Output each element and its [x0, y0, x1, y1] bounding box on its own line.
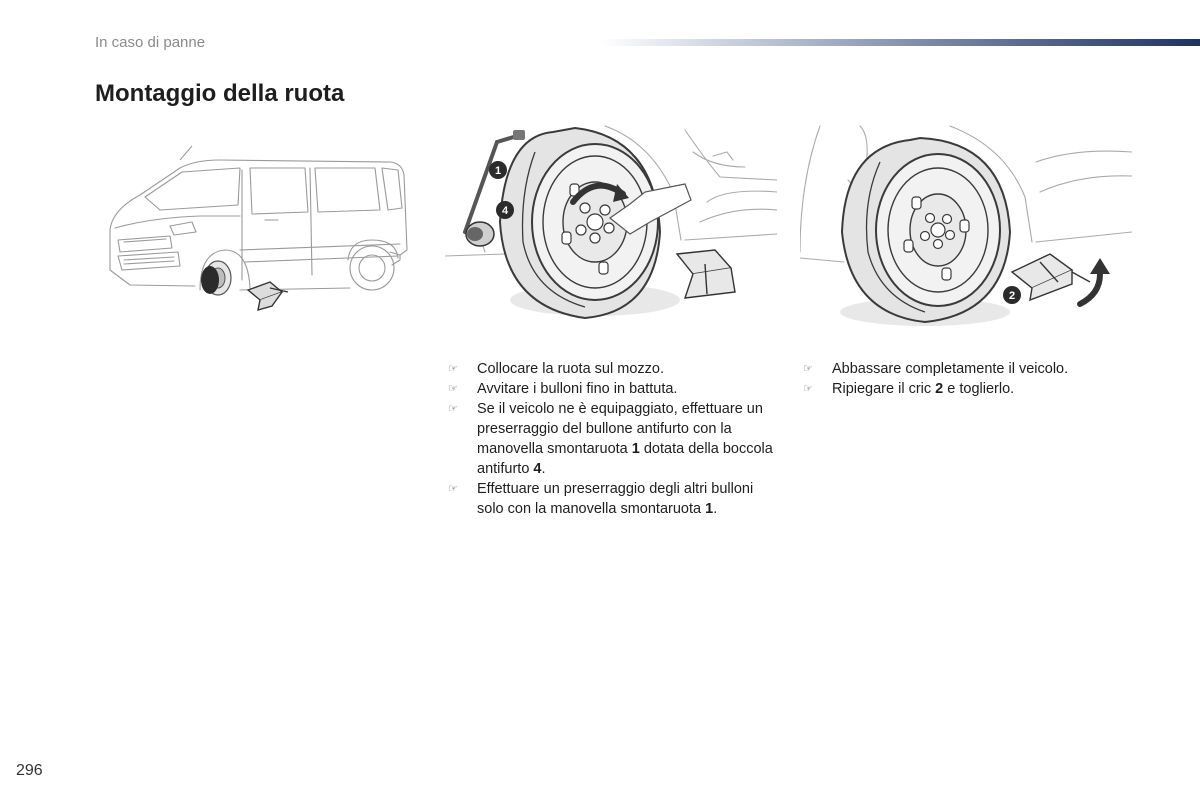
pointing-hand-icon: ☞: [448, 403, 458, 415]
step-text: Ripiegare il cric: [832, 381, 936, 397]
step-text: dotata della boccola antifurto: [477, 441, 773, 477]
step-text: e toglierlo.: [943, 381, 1015, 397]
steps-list-wheel-mounting: [448, 359, 778, 519]
step-text: Abbassare completamente il veicolo.: [832, 361, 1069, 377]
page-title: Montaggio della ruota: [95, 80, 345, 107]
page-number: 296: [16, 762, 43, 779]
header-accent-bar: [600, 39, 1200, 46]
instruction-step: [448, 479, 778, 519]
pointing-hand-icon: ☞: [448, 483, 458, 495]
instruction-step: [448, 399, 778, 479]
section-label: In caso di panne: [95, 34, 206, 51]
pointing-hand-icon: ☞: [803, 363, 813, 375]
step-text: .: [541, 461, 546, 477]
step-reference-number: 4: [533, 461, 542, 477]
step-text: Se il veicolo ne è equipaggiato, effettuare un preserraggio del bullone antifurto con la manovella smontaruota: [477, 401, 763, 457]
step-reference-number: 2: [935, 381, 944, 397]
wheel-mounting-illustration: [445, 122, 777, 332]
van-jack-illustration: [100, 140, 420, 325]
callout-1: 1: [494, 165, 502, 177]
instruction-step: [803, 359, 1133, 379]
step-reference-number: 1: [631, 441, 640, 457]
step-reference-number: 1: [705, 501, 714, 517]
instruction-step: [448, 359, 778, 379]
step-text: Avvitare i bulloni fino in battuta.: [477, 381, 678, 397]
instruction-step: [448, 379, 778, 399]
callout-4: 4: [501, 205, 509, 217]
pointing-hand-icon: ☞: [448, 383, 458, 395]
steps-list-lowering: [803, 359, 1133, 399]
step-text: Collocare la ruota sul mozzo.: [477, 361, 664, 377]
step-text: .: [713, 501, 718, 517]
callout-2: 2: [1008, 290, 1016, 302]
jack-lowering-illustration: [800, 122, 1132, 332]
instruction-step: [803, 379, 1133, 399]
pointing-hand-icon: ☞: [448, 363, 458, 375]
pointing-hand-icon: ☞: [803, 383, 813, 395]
step-text: Effettuare un preserraggio degli altri bulloni solo con la manovella smontaruota: [477, 481, 754, 517]
